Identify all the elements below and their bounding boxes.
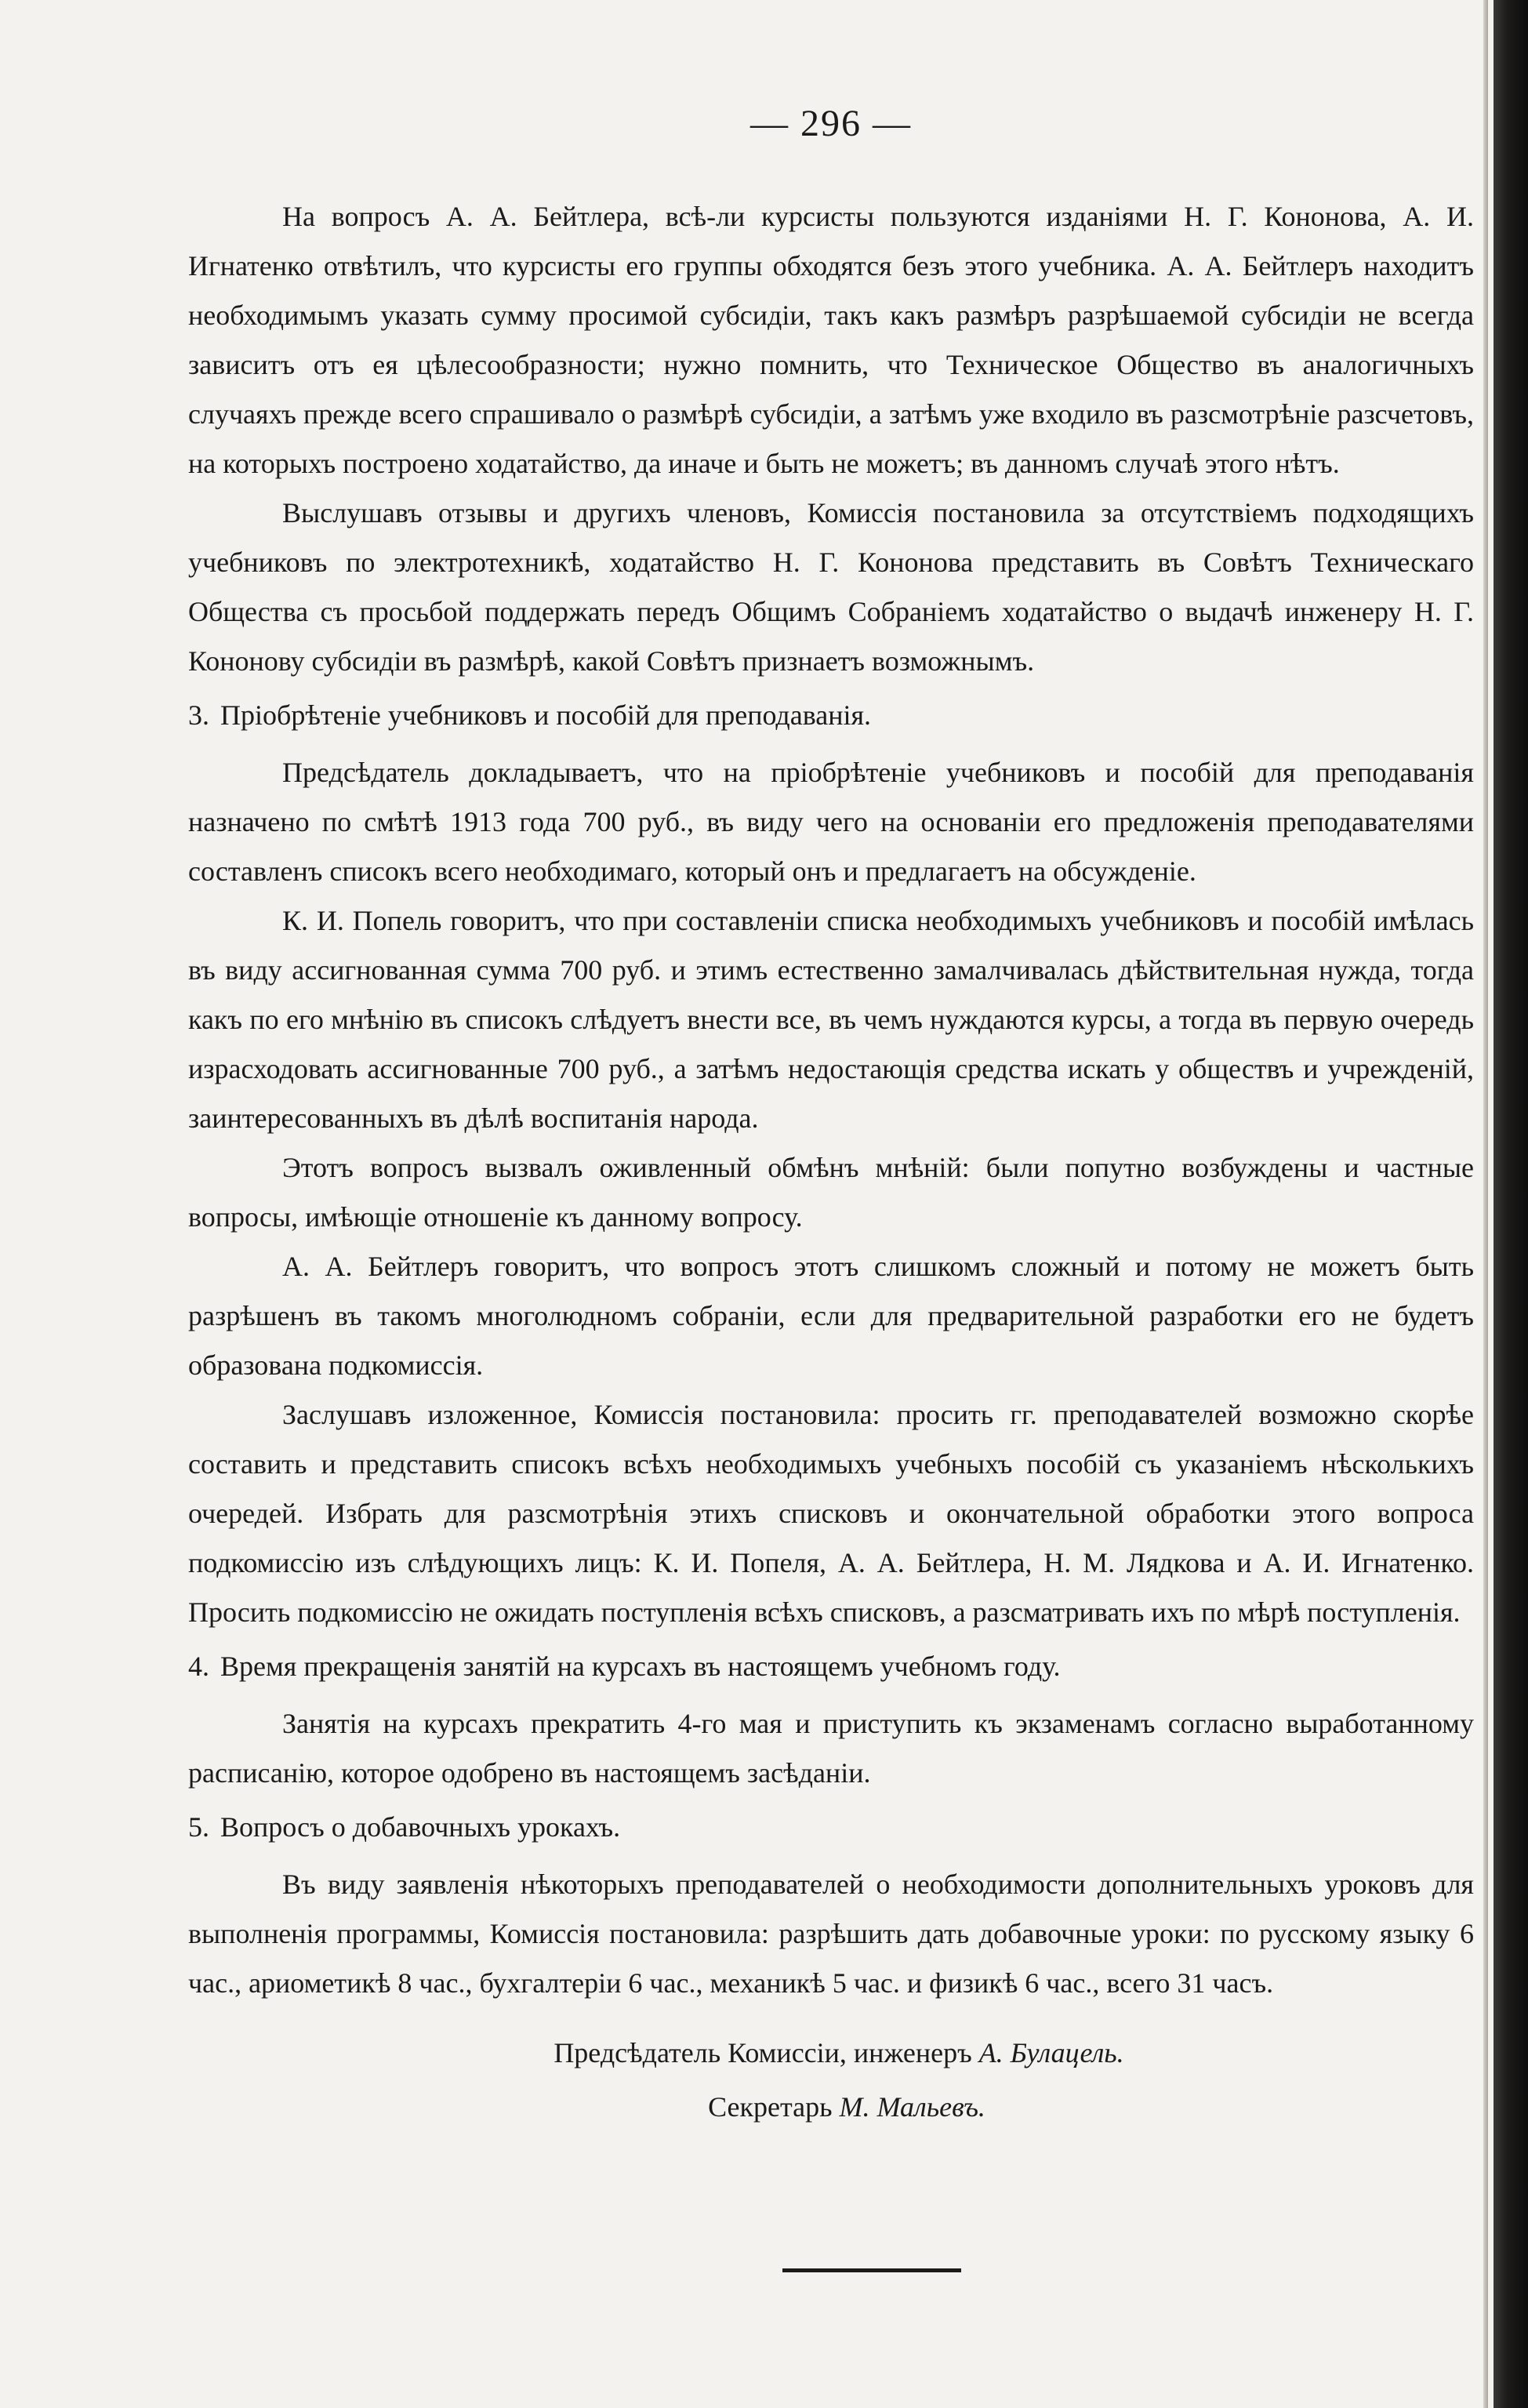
section-heading-5 [174, 1803, 1460, 1852]
paragraph-beitler-question: На вопросъ А. А. Бейтлера, всѣ-ли курсисты пользуются изданіями Н. Г. Кононова, А. И. Игнатенко отвѣтилъ, что курсисты его группы обходятся безъ этого учебника. А. А. Бейтлеръ находитъ необходимымъ указать сумму просимой субсидіи, такъ какъ размѣръ разрѣшаемой субсидіи не всегда зависитъ отъ ея цѣлесообразности; нужно помнить, что Техническое Общество въ аналогичныхъ случаяхъ прежде всего спрашивало о размѣрѣ субсидіи, а затѣмъ уже входило въ разсмотрѣніе разсчетовъ, на которыхъ построено ходатайство, да иначе и быть не можетъ; въ данномъ случаѣ этого нѣтъ. [188, 201, 1474, 479]
chairman-label: Предсѣдатель Комиссіи, инженеръ [553, 2037, 972, 2068]
chairman-signature [188, 2028, 1474, 2078]
page-content [188, 102, 1474, 2132]
book-binding-edge [1494, 0, 1528, 2408]
paragraph-subcommission: Заслушавъ изложенное, Комиссія постановила: просить гг. преподавателей возможно скорѣе составить и представить списокъ всѣхъ необходимыхъ учебныхъ пособій съ указаніемъ нѣсколькихъ очередей. Избрать для разсмотрѣнія этихъ списковъ и окончательной обработки этого вопроса подкомиссію изъ слѣдующихъ лицъ: К. И. Попеля, А. А. Бейтлера, Н. М. Лядкова и А. И. Игнатенко. Просить подкомиссію не ожидать поступленія всѣхъ списковъ, а разсматривать ихъ по мѣрѣ поступленія. [188, 1399, 1474, 1628]
page-number: — 296 — [750, 103, 912, 144]
secretary-signature [188, 2083, 1474, 2132]
secretary-name: М. Мальевъ. [839, 2091, 985, 2123]
section-number: 3. [188, 699, 209, 731]
paragraph-commission-decision-kononov: Выслушавъ отзывы и другихъ членовъ, Комиссія постановила за отсутствіемъ подходящихъ учебниковъ по электротехникѣ, ходатайство Н. Г. Кононова представить въ Совѣтъ Техническаго Общества съ просьбой поддержать передъ Общимъ Собраніемъ ходатайство о выдачѣ инженеру Н. Г. Кононову субсидіи въ размѣрѣ, какой Совѣтъ признаетъ возможнымъ. [188, 497, 1474, 677]
paragraph-popel: К. И. Попель говоритъ, что при составленіи списка необходимыхъ учебниковъ и пособій имѣлась въ виду ассигнованная сумма 700 руб. и этимъ естественно замалчивалась дѣйствительная нужда, тогда какъ по его мнѣнію въ списокъ слѣдуетъ внести все, въ чемъ нуждаются курсы, а тогда въ первую очередь израсходовать ассигнованные 700 руб., а затѣмъ недостающія средства искать у обществъ и учрежденій, заинтересованныхъ въ дѣлѣ воспитанія народа. [188, 905, 1474, 1134]
section-number: 4. [188, 1651, 209, 1682]
paragraph-beitler-complex: А. А. Бейтлеръ говоритъ, что вопросъ этотъ слишкомъ сложный и потому не можетъ быть разрѣшенъ въ такомъ многолюдномъ собраніи, если для предварительной разработки его не будетъ образована подкомиссія. [188, 1251, 1474, 1381]
section-heading-3 [174, 691, 1460, 740]
paragraph-additional-lessons: Въ виду заявленія нѣкоторыхъ преподавателей о необходимости дополнительныхъ уроковъ для выполненія программы, Комиссія постановила: разрѣшить дать добавочные уроки: по русскому языку 6 час., ариометикѣ 8 час., бухгалтеріи 6 час., механикѣ 5 час. и физикѣ 6 час., всего 31 часъ. [188, 1869, 1474, 1999]
secretary-label: Секретарь [708, 2091, 833, 2123]
section-title: Пріобрѣтеніе учебниковъ и пособій для преподаванія. [220, 699, 872, 731]
section-title: Время прекращенія занятій на курсахъ въ настоящемъ учебномъ году. [220, 1651, 1061, 1682]
paragraph-end-of-classes: Занятія на курсахъ прекратить 4-го мая и приступить къ экзаменамъ согласно выработанному расписанію, которое одобрено въ настоящемъ засѣданіи. [188, 1708, 1474, 1789]
paragraph-chairman-report: Предсѣдатель докладываетъ, что на пріобрѣтеніе учебниковъ и пособій для преподаванія назначено по смѣтѣ 1913 года 700 руб., въ виду чего на основаніи его предложенія преподавателями составленъ списокъ всего необходимаго, который онъ и предлагаетъ на обсужденіе. [188, 757, 1474, 887]
section-number: 5. [188, 1811, 209, 1843]
closing-rule [782, 2268, 961, 2272]
section-title: Вопросъ о добавочныхъ урокахъ. [220, 1811, 621, 1843]
page-edge-shadow [1483, 0, 1488, 2408]
section-heading-4 [174, 1642, 1460, 1691]
paragraph-exchange-of-opinions: Этотъ вопросъ вызвалъ оживленный обмѣнъ мнѣній: были попутно возбуждены и частные вопросы, имѣющіе отношеніе къ данному вопросу. [188, 1152, 1474, 1233]
chairman-name: А. Булацель. [978, 2037, 1124, 2068]
